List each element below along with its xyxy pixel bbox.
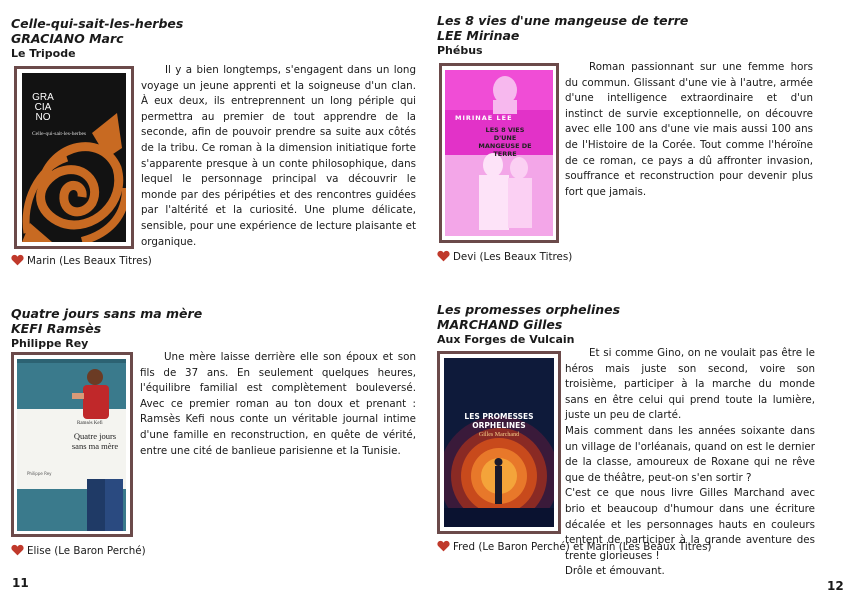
book-title: Les promesses orphelines — [437, 302, 621, 317]
review-paragraph: Et si comme Gino, on ne voulait pas être le héros mais juste son second, voire son troisième, participer à la marche du monde sans en être celui qui prend toute la lumière, juste un peu de clarté. — [565, 347, 815, 422]
cover-author-line: GRA — [32, 92, 54, 103]
book-review-text: Il y a bien longtemps, s'engagent dans un long voyage un jeune apprenti et la soigneuse d'un clan. À eux deux, ils entreprennent un long périple qui permettra au premier de tout apprendre de la seconde, afin de pouvoir prendre sa suite aux côtés de la tribu. Ce roman à la dimension initiatique forte s'apparente presque à un conte philosophique, dans lequel le personnage principal va découvrir le monde par des péripéties et des rencontres guidées par l'altérité et la curiosité. Une plume délicate, sensible, pour une expérience de lecture plaisante et organique. — [141, 64, 416, 248]
cover-title: LES 8 VIES D'UNE MANGEUSE DE TERRE — [478, 126, 532, 158]
book-entry-2 — [437, 13, 688, 58]
cover-title: LES PROMESSES ORPHELINES — [464, 412, 534, 430]
book-review-text: Roman passionnant sur une femme hors du commun. Glissant d'une vie à l'autre, armée d'une intelligence extraordinaire et d'un instinct de survie exceptionnelle, on découvre avec elle 100 ans d'une vie mais aussi 100 ans de l'Histoire de la Corée. Tout comme l'héroïne de ce roman, ce pays a dû affronter invasion, souffrance et reconstruction pour devenir plus fort que jamais. — [565, 61, 813, 198]
heart-icon — [437, 540, 450, 552]
book-cover-4 — [444, 358, 554, 527]
cover-author: Ramsès Kefi — [77, 421, 103, 426]
book-title: Quatre jours sans ma mère — [11, 306, 203, 321]
book-cover-2 — [445, 70, 553, 236]
book-entry-4 — [437, 302, 620, 347]
book-author: KEFI Ramsès — [11, 321, 102, 336]
cover-author: MIRINAE LEE — [455, 114, 513, 122]
book-cover-3 — [17, 359, 126, 531]
heart-icon — [437, 250, 450, 262]
reviewer-name: Elise (Le Baron Perché) — [27, 545, 146, 557]
book-author: MARCHAND Gilles — [437, 317, 563, 332]
book-publisher: Aux Forges de Vulcain — [437, 333, 575, 346]
cover-illustration — [444, 358, 554, 527]
cover-title: Quatre jours sans ma mère — [71, 431, 119, 451]
book-title: Celle-qui-sait-les-herbes — [11, 16, 184, 31]
reviewer-name: Fred (Le Baron Perché) et Marin (Les Beaux Titres) — [453, 541, 712, 553]
book-publisher: Philippe Rey — [11, 337, 89, 350]
book-review-text: Une mère laisse derrière elle son époux et son fils de 37 ans. En seulement quelques heures, l'équilibre familial est complètement bouleversé. Avec ce premier roman au ton doux et prenant : Ramsès Kefi nous conte un véritable journal intime d'une famille en reconstruction, en quête de vérité, entre une cité de banlieue parisienne et la Tunisie. — [140, 351, 416, 457]
cover-author-line: NO — [35, 112, 51, 123]
reviewer-line — [437, 250, 572, 264]
book-entry-1 — [11, 16, 183, 61]
reviewer-line — [437, 540, 711, 554]
cover-title: Celle-qui-sait-les-herbes — [32, 131, 87, 137]
cover-publisher: Philippe Rey — [27, 471, 52, 476]
book-cover-1 — [22, 73, 126, 242]
review-paragraph: Mais comment dans les années soixante dans un village de l'orléanais, quand on est le dernier de la classe, amoureux de Roxane qui ne rêve que de théâtre, peut-on s'en sortir ? — [565, 424, 815, 484]
book-entry-3 — [11, 306, 202, 351]
cover-author-line: CIA — [34, 102, 52, 113]
book-author: GRACIANO Marc — [11, 31, 124, 46]
book-publisher: Phébus — [437, 44, 483, 57]
reviewer-line — [11, 254, 152, 268]
page-number-right: 12 — [827, 579, 844, 593]
book-publisher: Le Tripode — [11, 47, 76, 60]
heart-icon — [11, 544, 24, 556]
book-author: LEE Mirinae — [437, 28, 520, 43]
reviewer-name: Marin (Les Beaux Titres) — [27, 255, 152, 267]
reviewer-name: Devi (Les Beaux Titres) — [453, 251, 573, 263]
reviewer-line — [11, 544, 146, 558]
review-paragraph: C'est ce que nous livre Gilles Marchand avec brio et beaucoup d'humour dans une écriture décalée et les personnages hauts en couleurs tentent de participer à la grande aventure des trente glorieuses ! — [565, 487, 815, 562]
heart-icon — [11, 254, 24, 266]
cover-author: Gilles Marchand — [478, 432, 520, 438]
review-paragraph: Drôle et émouvant. — [565, 565, 665, 578]
book-title: Les 8 vies d'une mangeuse de terre — [437, 13, 689, 28]
page-number-left: 11 — [12, 576, 29, 590]
